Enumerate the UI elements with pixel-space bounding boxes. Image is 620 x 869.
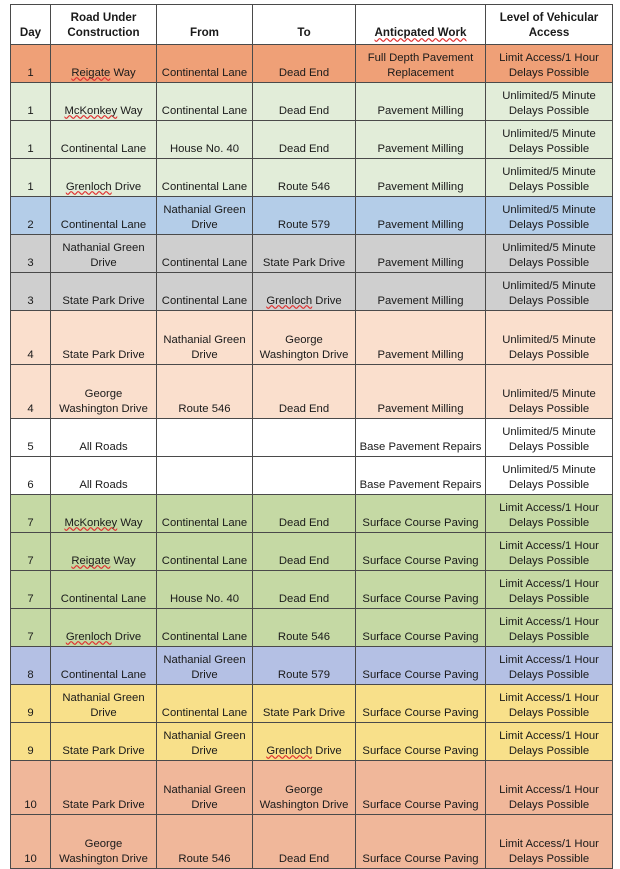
cell-road[interactable]: McKonkey Way xyxy=(51,495,157,533)
cell-from[interactable]: Nathanial Green Drive xyxy=(157,197,253,235)
column-header-from[interactable]: From xyxy=(157,5,253,45)
cell-day[interactable]: 1 xyxy=(11,83,51,121)
cell-work[interactable]: Surface Course Paving xyxy=(356,609,486,647)
cell-work[interactable]: Pavement Milling xyxy=(356,311,486,365)
cell-to[interactable]: Grenloch Drive xyxy=(253,273,356,311)
cell-to[interactable]: Route 579 xyxy=(253,647,356,685)
cell-from[interactable]: Route 546 xyxy=(157,365,253,419)
cell-road[interactable]: George Washington Drive xyxy=(51,815,157,869)
table-row[interactable] xyxy=(11,159,613,197)
cell-level[interactable]: Unlimited/5 Minute Delays Possible xyxy=(486,159,613,197)
cell-to[interactable]: Dead End xyxy=(253,83,356,121)
cell-day[interactable]: 7 xyxy=(11,495,51,533)
table-row[interactable] xyxy=(11,365,613,419)
cell-to[interactable]: George Washington Drive xyxy=(253,311,356,365)
cell-from[interactable]: Continental Lane xyxy=(157,159,253,197)
cell-work[interactable]: Surface Course Paving xyxy=(356,495,486,533)
cell-day[interactable]: 1 xyxy=(11,45,51,83)
cell-to[interactable] xyxy=(253,419,356,457)
cell-work[interactable]: Full Depth Pavement Replacement xyxy=(356,45,486,83)
cell-day[interactable]: 6 xyxy=(11,457,51,495)
cell-road[interactable]: Continental Lane xyxy=(51,121,157,159)
cell-day[interactable]: 9 xyxy=(11,685,51,723)
column-header-level[interactable]: Level of Vehicular Access xyxy=(486,5,613,45)
cell-level[interactable]: Unlimited/5 Minute Delays Possible xyxy=(486,419,613,457)
cell-work[interactable]: Pavement Milling xyxy=(356,121,486,159)
cell-from[interactable]: House No. 40 xyxy=(157,121,253,159)
cell-level[interactable]: Limit Access/1 Hour Delays Possible xyxy=(486,647,613,685)
cell-road[interactable]: State Park Drive xyxy=(51,311,157,365)
cell-road[interactable]: State Park Drive xyxy=(51,273,157,311)
cell-work[interactable]: Pavement Milling xyxy=(356,365,486,419)
cell-from[interactable]: Route 546 xyxy=(157,815,253,869)
cell-day[interactable]: 7 xyxy=(11,571,51,609)
table-row[interactable] xyxy=(11,45,613,83)
cell-level[interactable]: Limit Access/1 Hour Delays Possible xyxy=(486,723,613,761)
table-row[interactable] xyxy=(11,457,613,495)
cell-road[interactable]: Continental Lane xyxy=(51,571,157,609)
cell-to[interactable]: Route 546 xyxy=(253,609,356,647)
column-header-to[interactable]: To xyxy=(253,5,356,45)
table-row[interactable] xyxy=(11,235,613,273)
cell-work[interactable]: Pavement Milling xyxy=(356,159,486,197)
cell-from[interactable]: Nathanial Green Drive xyxy=(157,723,253,761)
cell-from[interactable]: Continental Lane xyxy=(157,235,253,273)
cell-road[interactable]: State Park Drive xyxy=(51,723,157,761)
table-row[interactable] xyxy=(11,311,613,365)
cell-road[interactable]: Nathanial Green Drive xyxy=(51,685,157,723)
cell-road[interactable]: Reigate Way xyxy=(51,533,157,571)
spellcheck-word: Grenloch xyxy=(266,294,313,307)
cell-to[interactable]: Grenloch Drive xyxy=(253,723,356,761)
cell-day[interactable]: 1 xyxy=(11,121,51,159)
cell-from[interactable] xyxy=(157,419,253,457)
table-row[interactable] xyxy=(11,815,613,869)
table-row[interactable] xyxy=(11,685,613,723)
cell-level[interactable]: Unlimited/5 Minute Delays Possible xyxy=(486,311,613,365)
cell-level[interactable]: Unlimited/5 Minute Delays Possible xyxy=(486,457,613,495)
cell-level[interactable]: Limit Access/1 Hour Delays Possible xyxy=(486,45,613,83)
cell-road[interactable]: Reigate Way xyxy=(51,45,157,83)
cell-work[interactable]: Surface Course Paving xyxy=(356,815,486,869)
column-header-work-label: Anticpated Work xyxy=(374,26,467,40)
cell-level[interactable]: Limit Access/1 Hour Delays Possible xyxy=(486,685,613,723)
table-row[interactable] xyxy=(11,121,613,159)
spellcheck-word: Reigate xyxy=(71,66,111,79)
cell-road[interactable]: Grenloch Drive xyxy=(51,159,157,197)
cell-work[interactable]: Pavement Milling xyxy=(356,83,486,121)
cell-level[interactable]: Limit Access/1 Hour Delays Possible xyxy=(486,609,613,647)
table-row[interactable] xyxy=(11,273,613,311)
cell-road[interactable]: McKonkey Way xyxy=(51,83,157,121)
table-body xyxy=(11,45,613,869)
cell-level[interactable]: Limit Access/1 Hour Delays Possible xyxy=(486,815,613,869)
cell-road[interactable]: All Roads xyxy=(51,457,157,495)
cell-level[interactable]: Limit Access/1 Hour Delays Possible xyxy=(486,571,613,609)
column-header-road[interactable]: Road Under Construction xyxy=(51,5,157,45)
cell-from[interactable]: Continental Lane xyxy=(157,495,253,533)
cell-work[interactable]: Surface Course Paving xyxy=(356,761,486,815)
cell-work[interactable]: Surface Course Paving xyxy=(356,685,486,723)
cell-day[interactable]: 3 xyxy=(11,273,51,311)
cell-road[interactable]: Nathanial Green Drive xyxy=(51,235,157,273)
cell-to[interactable]: Route 546 xyxy=(253,159,356,197)
spellcheck-word: McKonkey xyxy=(64,516,118,529)
spellcheck-word: McKonkey xyxy=(64,104,118,117)
table-row[interactable] xyxy=(11,495,613,533)
cell-to[interactable]: Dead End xyxy=(253,45,356,83)
cell-day[interactable]: 9 xyxy=(11,723,51,761)
cell-to[interactable] xyxy=(253,457,356,495)
cell-day[interactable]: 4 xyxy=(11,311,51,365)
cell-from[interactable]: Continental Lane xyxy=(157,83,253,121)
cell-day[interactable]: 1 xyxy=(11,159,51,197)
cell-from[interactable]: Continental Lane xyxy=(157,609,253,647)
cell-from[interactable]: Continental Lane xyxy=(157,685,253,723)
cell-level[interactable]: Unlimited/5 Minute Delays Possible xyxy=(486,197,613,235)
cell-from[interactable]: Nathanial Green Drive xyxy=(157,647,253,685)
table-row[interactable] xyxy=(11,533,613,571)
cell-level[interactable]: Unlimited/5 Minute Delays Possible xyxy=(486,365,613,419)
table-header xyxy=(11,5,613,45)
cell-road[interactable]: All Roads xyxy=(51,419,157,457)
cell-day[interactable]: 7 xyxy=(11,609,51,647)
cell-to[interactable]: State Park Drive xyxy=(253,685,356,723)
table-row[interactable] xyxy=(11,197,613,235)
cell-road[interactable]: Continental Lane xyxy=(51,647,157,685)
cell-road[interactable]: Grenloch Drive xyxy=(51,609,157,647)
cell-work[interactable]: Surface Course Paving xyxy=(356,571,486,609)
cell-level[interactable]: Limit Access/1 Hour Delays Possible xyxy=(486,761,613,815)
spellcheck-word: Grenloch xyxy=(266,744,313,757)
cell-level[interactable]: Unlimited/5 Minute Delays Possible xyxy=(486,121,613,159)
spellcheck-word: Reigate xyxy=(71,554,111,567)
cell-level[interactable]: Unlimited/5 Minute Delays Possible xyxy=(486,273,613,311)
cell-level[interactable]: Limit Access/1 Hour Delays Possible xyxy=(486,495,613,533)
cell-to[interactable]: Dead End xyxy=(253,121,356,159)
cell-from[interactable]: Continental Lane xyxy=(157,533,253,571)
cell-from[interactable]: Nathanial Green Drive xyxy=(157,761,253,815)
cell-work[interactable]: Surface Course Paving xyxy=(356,533,486,571)
cell-to[interactable]: State Park Drive xyxy=(253,235,356,273)
table-row[interactable] xyxy=(11,419,613,457)
cell-work[interactable]: Surface Course Paving xyxy=(356,723,486,761)
table-row[interactable] xyxy=(11,647,613,685)
cell-work[interactable]: Base Pavement Repairs xyxy=(356,457,486,495)
cell-day[interactable]: 10 xyxy=(11,815,51,869)
road-construction-schedule-table[interactable] xyxy=(10,4,613,869)
cell-to[interactable]: Dead End xyxy=(253,815,356,869)
cell-level[interactable]: Unlimited/5 Minute Delays Possible xyxy=(486,235,613,273)
table-row[interactable] xyxy=(11,723,613,761)
cell-to[interactable]: Dead End xyxy=(253,365,356,419)
cell-day[interactable]: 10 xyxy=(11,761,51,815)
cell-day[interactable]: 4 xyxy=(11,365,51,419)
cell-from[interactable]: Continental Lane xyxy=(157,273,253,311)
cell-day[interactable]: 8 xyxy=(11,647,51,685)
cell-to[interactable]: Dead End xyxy=(253,571,356,609)
cell-work[interactable]: Pavement Milling xyxy=(356,273,486,311)
cell-level[interactable]: Unlimited/5 Minute Delays Possible xyxy=(486,83,613,121)
cell-to[interactable]: Dead End xyxy=(253,533,356,571)
cell-day[interactable]: 7 xyxy=(11,533,51,571)
cell-day[interactable]: 3 xyxy=(11,235,51,273)
header-row xyxy=(11,5,613,45)
spellcheck-word: Grenloch xyxy=(65,630,112,643)
cell-level[interactable]: Limit Access/1 Hour Delays Possible xyxy=(486,533,613,571)
table-row[interactable] xyxy=(11,83,613,121)
cell-from[interactable]: House No. 40 xyxy=(157,571,253,609)
cell-work[interactable]: Base Pavement Repairs xyxy=(356,419,486,457)
table-row[interactable] xyxy=(11,609,613,647)
cell-from[interactable] xyxy=(157,457,253,495)
column-header-day[interactable]: Day xyxy=(11,5,51,45)
cell-work[interactable]: Pavement Milling xyxy=(356,235,486,273)
spellcheck-word: Grenloch xyxy=(65,180,112,193)
cell-from[interactable]: Nathanial Green Drive xyxy=(157,311,253,365)
column-header-work[interactable] xyxy=(356,5,486,45)
cell-from[interactable]: Continental Lane xyxy=(157,45,253,83)
cell-work[interactable]: Pavement Milling xyxy=(356,197,486,235)
cell-to[interactable]: George Washington Drive xyxy=(253,761,356,815)
cell-road[interactable]: George Washington Drive xyxy=(51,365,157,419)
cell-road[interactable]: Continental Lane xyxy=(51,197,157,235)
cell-day[interactable]: 2 xyxy=(11,197,51,235)
cell-to[interactable]: Route 579 xyxy=(253,197,356,235)
cell-to[interactable]: Dead End xyxy=(253,495,356,533)
table-row[interactable] xyxy=(11,761,613,815)
cell-work[interactable]: Surface Course Paving xyxy=(356,647,486,685)
table-row[interactable] xyxy=(11,571,613,609)
cell-road[interactable]: State Park Drive xyxy=(51,761,157,815)
cell-day[interactable]: 5 xyxy=(11,419,51,457)
